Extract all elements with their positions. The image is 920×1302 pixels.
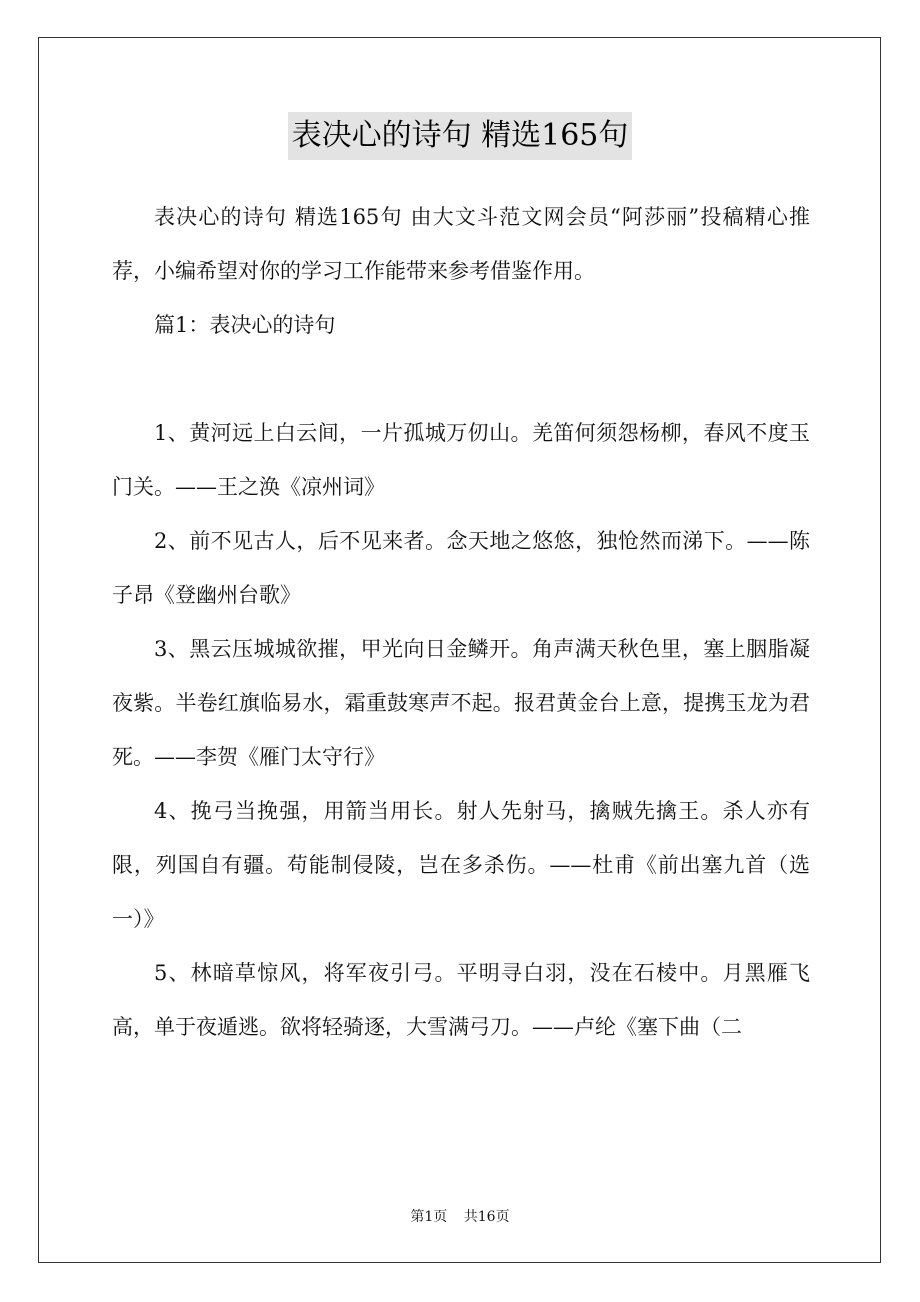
document-body	[112, 190, 810, 1054]
title-container	[0, 112, 920, 160]
poem-item-3: 3、黑云压城城欲摧，甲光向日金鳞开。角声满天秋色里，塞上胭脂凝夜紫。半卷红旗临易水，霜重鼓寒声不起。报君黄金台上意，提携玉龙为君死。——李贺《雁门太守行》	[112, 637, 810, 769]
intro-paragraph: 表决心的诗句 精选165句 由大文斗范文网会员“阿莎丽”投稿精心推荐，小编希望对你的学习工作能带来参考借鉴作用。	[112, 205, 810, 283]
poem-item-2: 2、前不见古人，后不见来者。念天地之悠悠，独怆然而涕下。——陈子昂《登幽州台歌》	[112, 529, 810, 607]
poem-item-4: 4、挽弓当挽强，用箭当用长。射人先射马，擒贼先擒王。杀人亦有限，列国自有疆。苟能制侵陵，岂在多杀伤。——杜甫《前出塞九首（选一）》	[112, 799, 810, 931]
page-total: 共16页	[463, 1209, 510, 1225]
poem-item-5: 5、林暗草惊风，将军夜引弓。平明寻白羽，没在石棱中。月黑雁飞高，单于夜遁逃。欲将轻骑逐，大雪满弓刀。——卢纶《塞下曲（二	[112, 961, 810, 1039]
page-footer	[0, 1208, 920, 1226]
page-number: 第1页	[410, 1209, 448, 1225]
section-heading: 篇1：表决心的诗句	[154, 313, 336, 337]
document-title: 表决心的诗句 精选165句	[288, 112, 633, 160]
poem-item-1: 1、黄河远上白云间，一片孤城万仞山。羌笛何须怨杨柳，春风不度玉门关。——王之涣《凉州词》	[112, 421, 810, 499]
